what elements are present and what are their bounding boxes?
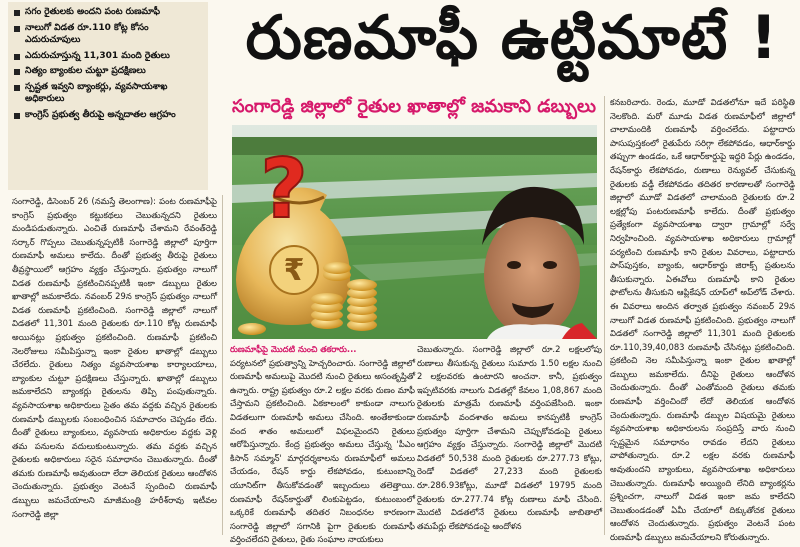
headline: రుణమాఫీ ఉట్టిమాటే ! xyxy=(245,3,779,73)
subheadline: సంగారెడ్డి జిల్లాలో రైతుల ఖాతాల్లో జమకాని డబ్బులు xyxy=(231,96,597,117)
column-2-text: పర్యటనలో ప్రభుత్వాన్ని హెచ్చరించారు. సంగారెడ్డి జిల్లాలో రుణమాఫీ అమలుపై మొదటి నుంచి రైతులు అసంతృప్తితో ఉన్నారు. రాష్ట్ర ప్రభుత్వం రూ.2 లక్షల వరకు రుణం మాఫీ చేస్తామని ప్రకటించింది. ఏకకాలంలో కాకుండా నాలుగు విడతలుగా రుణమాఫీ అమలు చేసింది. అంతేకాకుండా వంద శాతం అమలులో విఫలమైందని రైతులు ఆరోపిస్తున్నారు. కేంద్ర ప్రభుత్వం అమలు చేస్తున్న 'పీఎం కిసాన్ సమ్మాన్' మార్గదర్శకాలను రుణమాఫీలో అమలు చేయడం, రేషన్ కార్డు లేకపోవడం, కుటుంబాన్ని యూనిట్‌గా తీసుకోవడంతో ఇబ్బందులు తలెత్తాయి. రుణమాఫీ రేషన్‌కార్డుతో లింకుపెట్టడం, కుటుంబంలో ఒక్కరికే రుణమాఫీ తదితర నిబంధనల కారణంగా సంగారెడ్డి జిల్లాలో సగానికి పైగా రైతులకు రుణమాఫీ వర్తించలేదని రైతులు, రైతు సంఘాల నాయకులు xyxy=(230,357,415,545)
bullet-icon xyxy=(14,69,20,75)
highlight-item xyxy=(14,65,204,78)
column-4-text: కనబరిచారు. రెండు, మూడో విడతలోనూ ఇదే పరిస్థితి నెలకొంది. మరో మూడు విడత రుణమాఫీలో జిల్లాలో చాలామందికి రుణమాఫీ వర్తించలేదు. పట్టాదారు పాసుపుస్తకంలో రైతుపేరు సరిగ్గా లేకపోవడం, ఆధార్‌కార్డు తప్పుగా ఉండడం, ఒకే ఆధార్‌కార్డుపై ఇద్దరి పేర్లు ఉండడం, రేషన్‌కార్డు లేకపోవడం, రుణాలు రెన్యువల్ చేసుకున్న రైతులకు వడ్డీ లేకపోవడం తదితర కారణాలతో సంగారెడ్డి జిల్లాలో మూడో విడతలో చాలామంది రైతులకు రూ.2 లక్షల్లోపు పంటరుణమాఫీ కాలేదు. దీంతో ప్రభుత్వం ప్రత్యేకంగా వ్యవసాయశాఖ ద్వారా గ్రామాల్లో సర్వే నిర్వహించింది. వ్యవసాయశాఖ అధికారులు గ్రామాల్లో పర్యటించి రుణమాఫీ కాని రైతుల వివరాలు, పట్టాదారు పాస్‌పుస్తకం, బ్యాంకు, ఆధార్‌కార్డు జిరాక్స్ ప్రతులను తీసుకున్నారు. ఏఈవోలు రుణమాఫీ కాని రైతుల ఫొటోలను తీసుకుని ఆప్లికేషన్ యాప్‌లో అప్‌లోడ్ చేశారు. ఈ వివరాలు అందిన తర్వాత ప్రభుత్వం నవంబర్ 29న నాలుగో విడత రుణమాఫీ ప్రకటించింది. ప్రభుత్వం నాలుగో విడతలో సంగారెడ్డి జిల్లాలో 11,301 మంది రైతులకు రూ.110,39,40,083 రుణమాఫీ చేసినట్లు ప్రకటించింది. ప్రకటించి నెల సమీపిస్తున్నా ఇంకా రైతుల ఖాతాల్లో డబ్బులు జమకాలేదు. దీనిపై రైతులు ఆందోళన చెందుతున్నారు. దీంతో ఎంతోమంది రైతులు తమకు రుణమాఫీ వర్తించిందో లేదో తెలియక ఆందోళన చెందుతున్నారు. రుణమాఫీ డబ్బుల విషయమై రైతులు వ్యవసాయశాఖ అధికారులను సంప్రదిస్తే వారు నుంచి స్పష్టమైన సమాధానం రావడం లేదని రైతులు వాపోతున్నారు. రూ.2 లక్షల వరకు రుణమాఫీ అవుతుందని బ్యాంకులు, వ్యవసాయశాఖ అధికారులు చెబుతున్నారు. రుణమాఫీ అయ్యింది లేనిది బ్యాంకర్లను ప్రశ్నించగా, నాలుగో విడత ఇంకా జమ కాలేదని చెబుతుండడంతో ఏమీ చేయాలో దిక్కుతోచక రైతులు ఆందోళన చెందుతున్నారు. ప్రభుత్వం వెంటనే పంట రుణమాఫీ డబ్బులు జమచేయాలని కోరుతున్నారు. xyxy=(610,97,795,542)
bullet-icon xyxy=(14,113,20,119)
article-column-3 xyxy=(417,343,602,535)
article-column-2 xyxy=(230,343,415,545)
bullet-icon xyxy=(14,85,20,91)
highlight-item xyxy=(14,6,204,19)
article-column-4 xyxy=(610,96,795,542)
article-photo xyxy=(232,125,597,339)
highlights-box xyxy=(8,2,208,190)
column-1-text: సంగారెడ్డి, డిసెంబర్ 26 (నమస్తే తెలంగాణ): పంట రుణమాఫీపై కాంగ్రెస్ ప్రభుత్వం కట్టుకథలు చెబుతున్నదని రైతులు మండిపడుతున్నారు. ఎంచితే రుణమాఫీ చేశామని రేవంత్‌రెడ్డి సర్కార్ గొప్పలు చెబుతున్నప్పటికీ సంగారెడ్డి జిల్లాలో పూర్తిగా రుణమాఫీ అమలు కాలేదు. దీంతో ప్రభుత్వ తీరుపై రైతులు తీవ్రస్థాయిలో ఆగ్రహం వ్యక్తం చేస్తున్నారు. ప్రభుత్వం నాలుగో విడత రుణమాఫీ ప్రకటించినప్పటికీ ఇంకా డబ్బులు రైతుల ఖాతాల్లో జమకాలేదు. నవంబర్ 29న కాంగ్రెస్ ప్రభుత్వం నాలుగో విడత రుణమాఫీ ప్రకటించింది. సంగారెడ్డి జిల్లాలో నాలుగో విడతలో 11,301 మంది రైతులకు రూ.110 కోట్ల రుణమాఫీ అయినట్లు ప్రభుత్వం ప్రకటించింది. రుణమాఫీ ప్రకటించి నెలరోజులు సమీపిస్తున్నా ఇంకా రైతుల ఖాతాల్లో డబ్బులు చేరలేదు. రైతులు నిత్యం వ్యవసాయశాఖ కార్యాలయాలు, బ్యాంకుల చుట్టూ ప్రదక్షిణలు చేస్తున్నారు. ఖాతాల్లో డబ్బులు జమకాలేదని బ్యాంకర్లు రైతులను తిప్పి పంపుతున్నారు. వ్యవసాయశాఖ అధికారులు సైతం తమ వద్దకు వచ్చిన రైతులకు రుణమాఫీ డబ్బులకు సంబంధించిన సమాచారం చెప్పడం లేదు. దీంతో రైతులు బ్యాంకులు, వ్యవసాయ అధికారుల వద్దకు వెళ్లి తమ పనులను వదులుకుంటున్నారు. తమ వద్దకు వచ్చిన రైతులకు అధికారులు సరైన సమాధానం చెబుతున్నారు. దీంతో తమకు రుణమాఫీ అవుతుందా లేదా తెలియక రైతులు ఆందోళన చెందుతున్నారు. ప్రభుత్వం వెంటనే స్పందించి రుణమాఫీ డబ్బులు జమచేయాలని మాజీమంత్రి హరీశ్‌రావు ఇటీవల సంగారెడ్డి జిల్లా xyxy=(12,196,217,519)
bullet-icon xyxy=(14,26,20,32)
article-column-1 xyxy=(12,195,217,535)
highlight-item xyxy=(14,81,204,106)
column-divider xyxy=(222,195,223,535)
bullet-icon xyxy=(14,10,20,16)
highlight-text: నాలుగో విడత రూ.110 కోట్ల కోసం ఎదురుచూపులు xyxy=(25,22,149,45)
photo-illustration xyxy=(232,125,597,339)
highlight-item xyxy=(14,109,204,122)
highlight-text: నిత్యం బ్యాంకుల చుట్టూ ప్రదక్షిణలు xyxy=(25,66,146,76)
highlight-text: స్పష్టత ఇవ్వని బ్యాంకర్లు, వ్యవసాయశాఖ అధికారులు xyxy=(25,81,168,104)
bullet-icon xyxy=(14,54,20,60)
column-3-text: చెబుతున్నారు. సంగారెడ్డి జిల్లాలో రూ.2 లక్షలలోపు రుణాలు తీసుకున్న రైతులు సుమారు 1.50 లక్షల నుంచి 2 లక్షలవరకు ఉంటారని అంచనా. కానీ, ప్రభుత్వం ఇప్పటివరకు నాలుగు విడతల్లో కేవలం 1,08,867 మంది రైతులకు మాత్రమే రుణమాఫీ వర్తింపజేసింది. ఇంకా రుణమాఫీ వందశాతం అమలు కానప్పటికీ కాంగ్రెస్ ప్రభుత్వం పూర్తిగా చేశామని చెప్పుకోవడంపై రైతులు ఆగ్రహం వ్యక్తం చేస్తున్నారు. సంగారెడ్డి జిల్లాలో మొదటి విడతలో 50,538 మంది రైతులకు రూ.277.73 కోట్లు, రెండో విడతలో 27,233 మంది రైతులకు రూ.286.93కోట్లు, మూడో విడతలో 19795 మంది రైతులకు రూ.277.74 కోట్ల రుణాలు మాఫీ చేసింది. మొదటి విడతలోనే రైతులు రుణమాఫీ జాబితాలో తమపేర్లు లేకపోవడంపై ఆందోళన xyxy=(417,344,602,531)
svg-text:₹: ₹ xyxy=(283,253,305,288)
highlight-text: కాంగ్రెస్ ప్రభుత్వ తీరుపై అన్నదాతల ఆగ్రహం xyxy=(25,109,176,120)
highlight-text: ఎదురుచూస్తున్న 11,301 మంది రైతులు xyxy=(25,50,170,61)
question-mark-icon xyxy=(260,142,308,237)
highlight-item xyxy=(14,50,204,63)
highlight-text: సగం రైతులకు అందని పంట రుణమాఫీ xyxy=(25,7,161,17)
column-divider xyxy=(604,96,605,535)
highlight-item xyxy=(14,22,204,47)
subsection-heading: రుణమాఫీపై మొదటి నుంచి తకరారు... xyxy=(230,344,357,354)
svg-text:?: ? xyxy=(260,142,308,237)
